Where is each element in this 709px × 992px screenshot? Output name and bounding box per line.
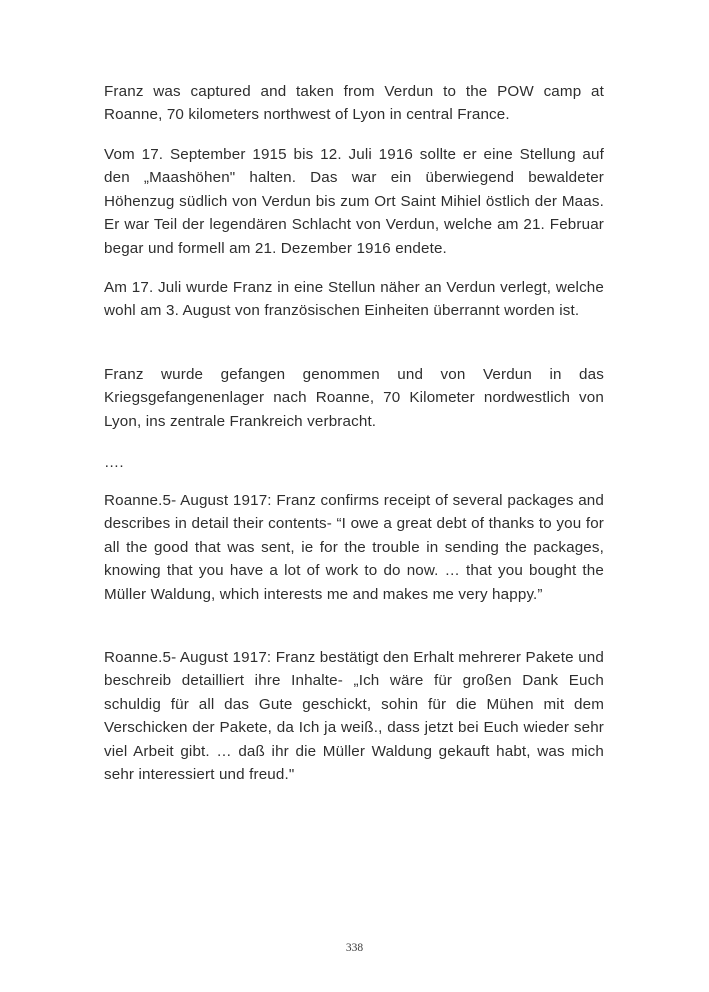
paragraph-capture-english: Franz was captured and taken from Verdun to the POW camp at Roanne, 70 kilometers northwest of Lyon in central France. bbox=[104, 83, 604, 124]
paragraph-letter-english: Roanne.5- August 1917: Franz confirms receipt of several packages and describes in detail their contents- “I owe a great debt of thanks to you for all the good that was sent, ie for the trouble in sending the packages, knowing that you have a lot of work to do now. … that you bought the Müller Waldung, which interests me and makes me very happy.” bbox=[104, 492, 604, 603]
paragraph-letter-german: Roanne.5- August 1917: Franz bestätigt den Erhalt mehrerer Pakete und beschreib detailliert ihre Inhalte- „Ich wäre für großen Dank Euch schuldig für all das Gute geschickt, sohin für die Mühen mit dem Verschicken der Pakete, da Ich ja weiß., dass jetzt bei Euch wieder sehr viel Arbeit gibt. … daß ihr die Müller Waldung gekauft habt, was mich sehr interessiert und freud." bbox=[104, 649, 604, 784]
paragraph-maashoehen-german: Vom 17. September 1915 bis 12. Juli 1916 sollte er eine Stellung auf den „Maashöhen" halten. Das war ein überwiegend bewaldeter Höhenzug südlich von Verdun bis zum Ort Saint Mihiel östlich der Maas. Er war Teil der legendären Schlacht von Verdun, welche am 21. Februar begar und formell am 21. Dezember 1916 endete. bbox=[104, 146, 604, 257]
ellipsis-separator: …. bbox=[104, 454, 124, 471]
page-number: 338 bbox=[345, 942, 364, 954]
paragraph-stellung-german: Am 17. Juli wurde Franz in eine Stellun näher an Verdun verlegt, welche wohl am 3. August von französischen Einheiten überrannt worden ist. bbox=[104, 279, 604, 320]
paragraph-capture-german: Franz wurde gefangen genommen und von Verdun in das Kriegsgefangenenlager nach Roanne, 70 Kilometer nordwestlich von Lyon, ins zentrale Frankreich verbracht. bbox=[104, 366, 604, 430]
